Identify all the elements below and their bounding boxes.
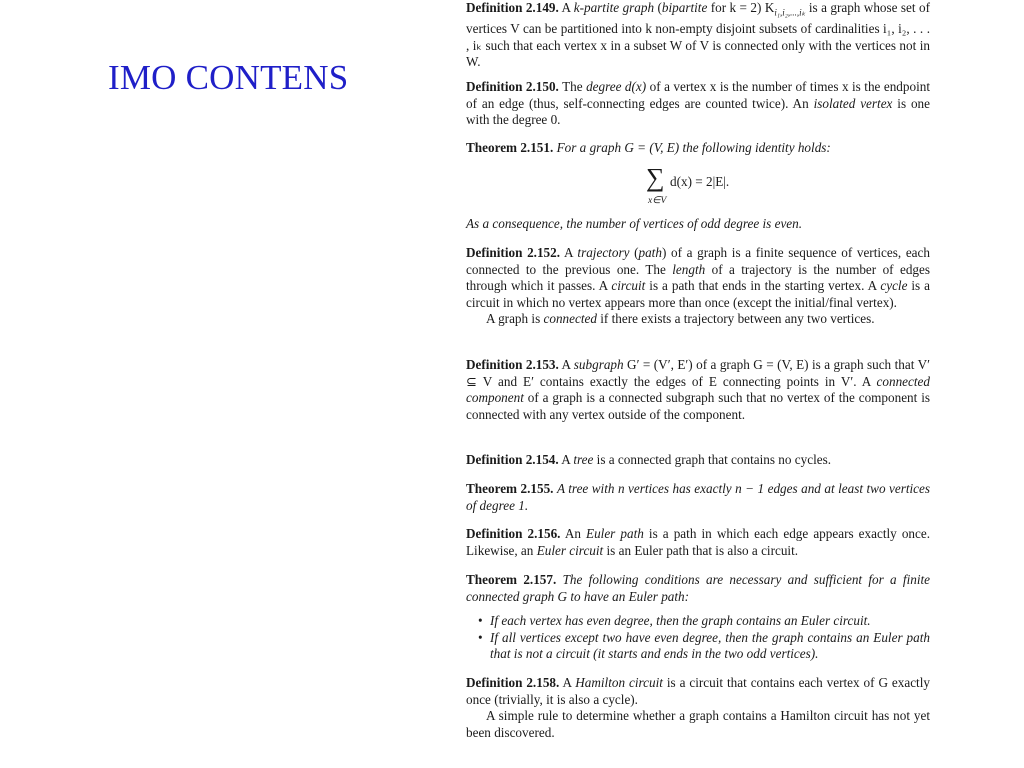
degree-sum-equation: ∑ x∈V d(x) = 2|E|. — [646, 163, 730, 206]
theorem-2-155: Theorem 2.155. A tree with n vertices has exactly n − 1 edges and at least two vertices of degree 1. — [466, 481, 931, 513]
definition-label: Definition 2.150. — [466, 79, 559, 94]
definition-label: Definition 2.149. — [466, 0, 559, 15]
definition-label: Definition 2.158. — [466, 675, 560, 690]
theorem-label: Theorem 2.155. — [466, 481, 554, 496]
definition-2-156: Definition 2.156. An Euler path is a path in which each edge appears exactly once. Likewise, an Euler circuit is an Euler path that is also a circuit. — [466, 526, 931, 558]
theorem-2-151-consequence: As a consequence, the number of vertices of odd degree is even. — [466, 216, 803, 231]
theorem-2-157-conditions — [466, 613, 930, 663]
definition-label: Definition 2.154. — [466, 452, 559, 467]
list-item: • If each vertex has even degree, then the graph contains an Euler circuit. — [466, 613, 930, 630]
definition-label: Definition 2.153. — [466, 357, 559, 372]
theorem-2-151: Theorem 2.151. For a graph G = (V, E) the following identity holds: — [466, 140, 831, 155]
theorem-2-157: Theorem 2.157. The following conditions are necessary and sufficient for a finite connected graph G to have an Euler path: — [466, 572, 931, 604]
list-item: • If all vertices except two have even degree, then the graph contains an Euler path that is not a circuit (it starts and ends in the two odd vertices). — [466, 630, 930, 663]
definition-2-158: Definition 2.158. A Hamilton circuit is a circuit that contains each vertex of G exactly once (trivially, it is also a cycle). A simple rule to determine whether a graph contains a Hamilton circuit has not yet been discovered. — [466, 675, 930, 740]
theorem-label: Theorem 2.157. — [466, 572, 557, 587]
theorem-label: Theorem 2.151. — [466, 140, 554, 155]
definition-2-152: Definition 2.152. A trajectory (path) of a graph is a finite sequence of vertices, each connected to the previous one. The length of a trajectory is the number of edges through which it passes. A circuit is a path that ends in the starting vertex. A cycle is a circuit in which no vertex appears more than once (except the initial/final vertex). A graph is connected if there exists a trajectory between any two vertices. — [466, 245, 930, 327]
definition-2-154: Definition 2.154. A tree is a connected graph that contains no cycles. — [466, 452, 832, 467]
definition-2-149: Definition 2.149. A k-partite graph (bipartite for k = 2) $K_{i_1,i_2,...,i_k}$ is a graph whose set of vertices V can be partitioned into k non-empty disjoint subsets of cardinalities i₁, i₂, . . . , iₖ such that each vertex x in a subset W of V is connected only with the vertices not in W. — [466, 0, 930, 70]
definition-label: Definition 2.156. — [466, 526, 561, 541]
definition-2-150: Definition 2.150. The degree d(x) of a vertex x is the number of times x is the endpoint of an edge (thus, self-connecting edges are counted twice). An isolated vertex is one with the degree 0. — [466, 79, 931, 128]
condition-list — [466, 613, 930, 663]
slide-title: IMO CONTENS — [108, 58, 349, 97]
definition-label: Definition 2.152. — [466, 245, 561, 260]
definition-2-153: Definition 2.153. A subgraph G′ = (V′, E′) of a graph G = (V, E) is a graph such that V′ ⊆ V and E′ contains exactly the edges of E connecting points in V′. A connected component of a graph is a connected subgraph such that no vertex of the component is connected with any vertex outside of the component. — [466, 357, 930, 422]
